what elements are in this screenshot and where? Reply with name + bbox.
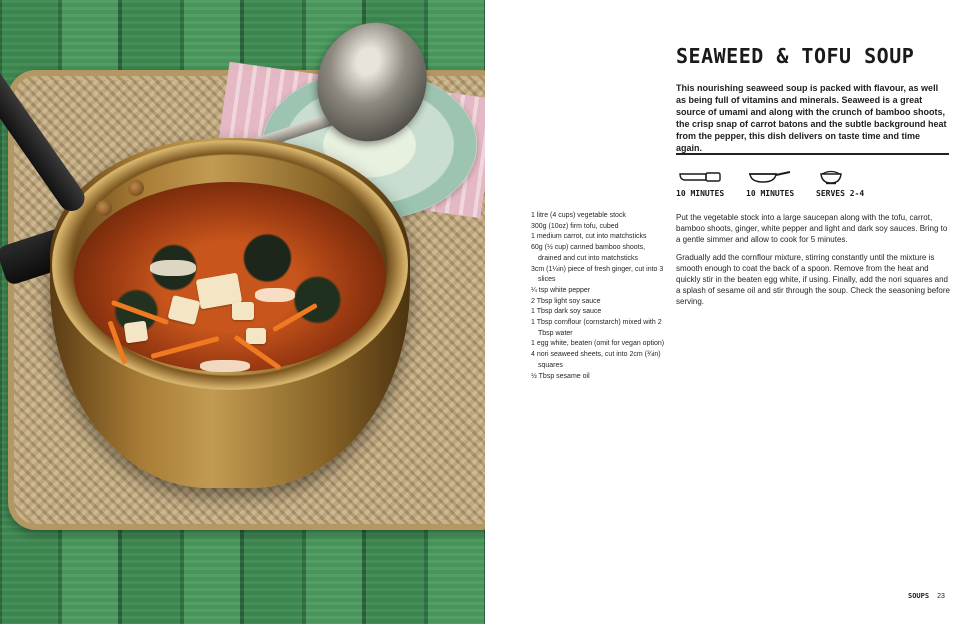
ingredient-item: 1 litre (4 cups) vegetable stock — [531, 212, 626, 219]
pan-icon — [746, 165, 792, 187]
ingredient-item: 1 medium carrot, cut into matchsticks — [531, 233, 647, 241]
cook-time-label: 10 MINUTES — [746, 189, 795, 198]
prep-time — [676, 165, 724, 198]
tofu-cube — [246, 328, 266, 344]
tofu-cube — [232, 302, 254, 320]
rivet — [128, 180, 144, 196]
divider-rule — [676, 153, 949, 155]
page-footer — [908, 592, 945, 600]
knife-icon — [676, 165, 722, 187]
rivet — [96, 200, 112, 216]
egg-ribbon — [255, 288, 295, 302]
bowl-icon — [816, 165, 846, 187]
method-step: Put the vegetable stock into a large saucepan along with the tofu, carrot, bamboo shoots, ginger, white pepper and light and dark soy sauces. Bring to a gentle simmer and allow to cook for 5 minutes. — [676, 213, 948, 244]
ingredient-item: ¼ tsp white pepper — [531, 286, 591, 294]
ingredient-item: 3cm (1¼in) piece of fresh ginger, cut into 3 slices — [531, 265, 664, 284]
recipe-title: SEAWEED & TOFU SOUP — [676, 44, 915, 68]
ingredient-item: 1 egg white, beaten (omit for vegan option) — [531, 340, 665, 348]
servings — [816, 165, 864, 198]
servings-label: SERVES 2-4 — [816, 189, 865, 198]
recipe-intro: This nourishing seaweed soup is packed with flavour, as well as being full of vitamins and minerals. Seaweed is a great source of umami and along with the crunch of bamboo shoots, the crisp snap of carrot batons and the subtle background heat from the pepper, this dish delivers on taste time and time again. — [676, 83, 947, 153]
ingredient-item: 1 Tbsp dark soy sauce — [531, 308, 602, 316]
ingredient-item: 1 Tbsp cornflour (cornstarch) mixed with 2 Tbsp water — [531, 319, 662, 337]
ingredients-list — [531, 211, 665, 382]
section-name: SOUPS — [908, 592, 930, 600]
egg-ribbon — [200, 360, 250, 372]
ingredient-item: 300g (10oz) firm tofu, cubed — [531, 222, 619, 230]
page-number: 23 — [937, 593, 945, 600]
cook-time — [746, 165, 794, 198]
ingredient-item: 60g (½ cup) canned bamboo shoots, drained and cut into matchsticks — [531, 244, 646, 262]
method-step: Gradually add the cornflour mixture, stirring constantly until the mixture is smooth enough to coat the back of a spoon. Remove from the heat and quickly stir in the beaten egg white, if using. Finally, add the nori squares and a splash of sesame oil and stir through the soup. Check the seasoning before serving. — [676, 253, 950, 306]
ingredient-item: 2 Tbsp light soy sauce — [531, 297, 601, 305]
prep-time-label: 10 MINUTES — [676, 189, 725, 198]
ingredient-item: ½ Tbsp sesame oil — [531, 372, 590, 380]
method — [676, 212, 950, 314]
egg-ribbon — [150, 260, 196, 276]
tofu-cube — [124, 321, 149, 344]
ingredient-item: 4 nori seaweed sheets, cut into 2cm (¾in) squares — [531, 351, 661, 369]
